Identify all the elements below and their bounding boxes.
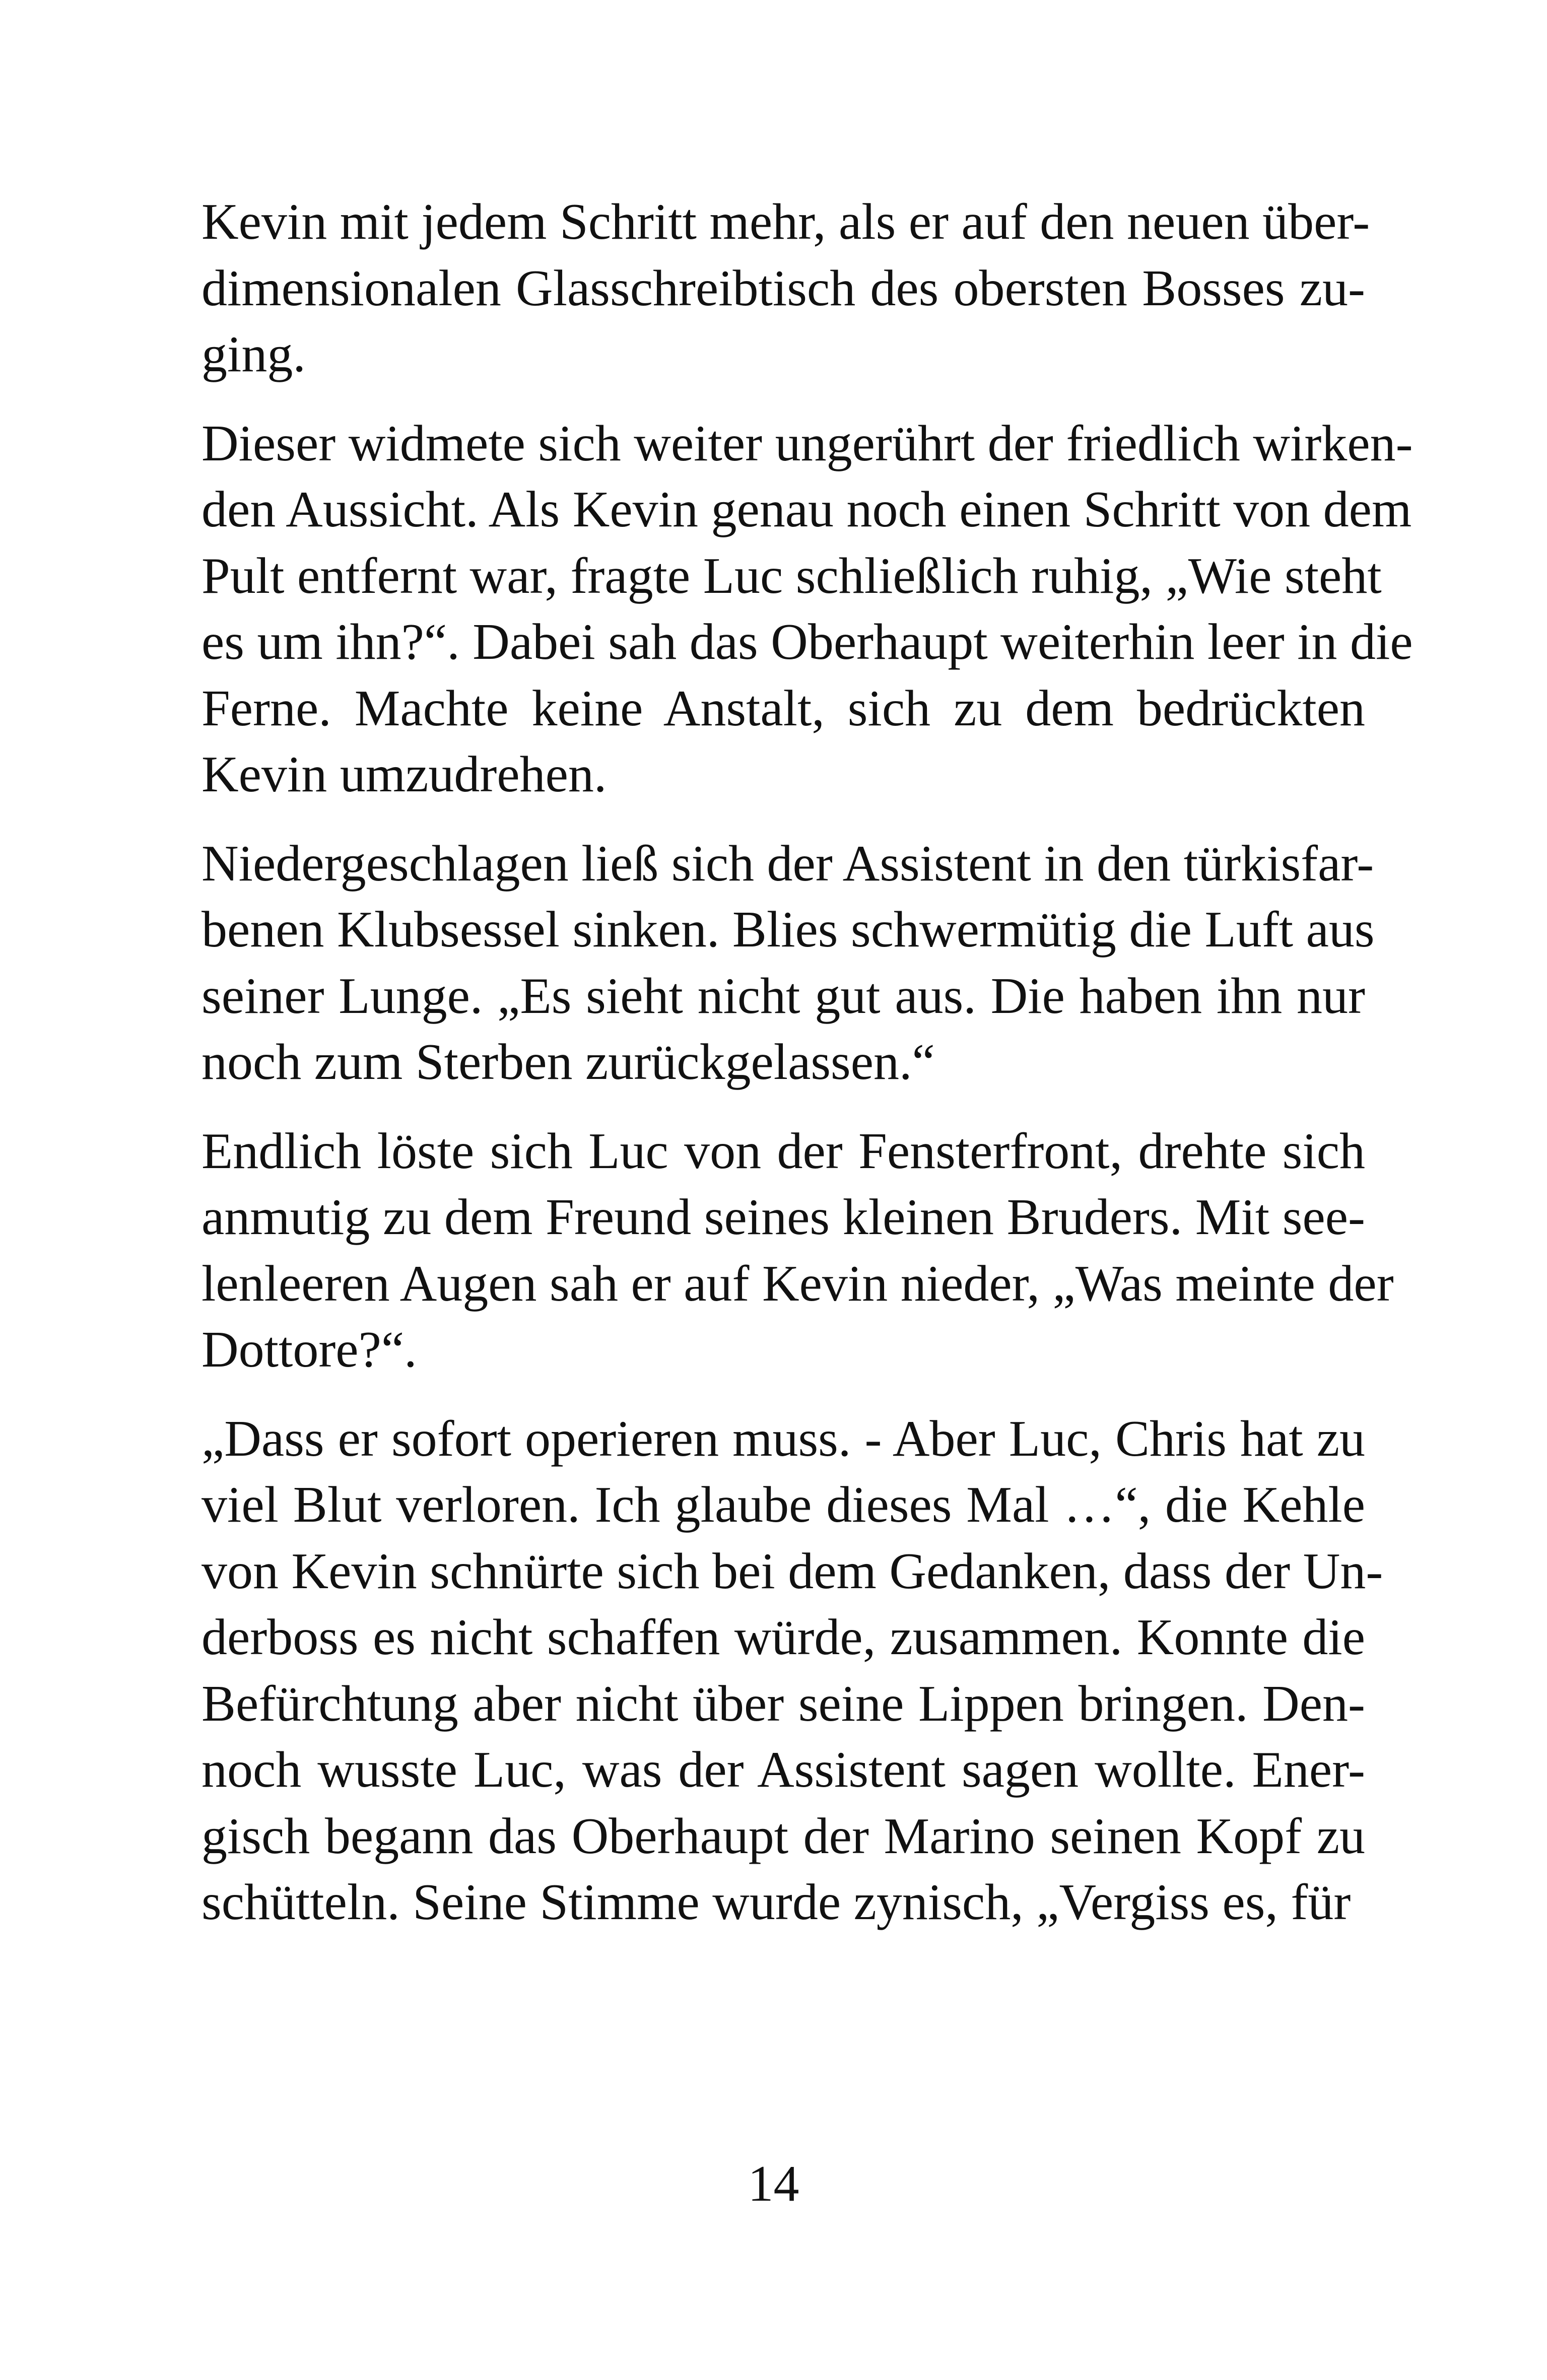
paragraph-5 bbox=[201, 1406, 1383, 1936]
text-line: von Kevin schnürte sich bei dem Gedanken, dass der Un- bbox=[201, 1542, 1383, 1600]
text-line: noch wusste Luc, was der Assistent sagen wollte. Ener- bbox=[201, 1741, 1365, 1798]
text-line: Niedergeschlagen ließ sich der Assistent in den türkisfar- bbox=[201, 835, 1374, 892]
text-line: Befürchtung aber nicht über seine Lippen bringen. Den- bbox=[201, 1675, 1365, 1732]
text-line: Endlich löste sich Luc von der Fensterfront, drehte sich bbox=[201, 1122, 1365, 1180]
text-line: derboss es nicht schaffen würde, zusammen. Konnte die bbox=[201, 1609, 1365, 1666]
text-line: Dottore?“. bbox=[201, 1321, 417, 1378]
text-line: lenleeren Augen sah er auf Kevin nieder, „Was meinte der bbox=[201, 1255, 1394, 1312]
paragraph-4 bbox=[201, 1118, 1394, 1383]
paragraph-1 bbox=[201, 189, 1370, 388]
text-line: dimensionalen Glasschreibtisch des obersten Bosses zu- bbox=[201, 259, 1365, 317]
text-line: Kevin umzudrehen. bbox=[201, 746, 607, 803]
text-line: Pult entfernt war, fragte Luc schließlich ruhig, „Wie steht bbox=[201, 547, 1382, 604]
text-line: Dieser widmete sich weiter ungerührt der friedlich wirken- bbox=[201, 415, 1413, 472]
body-text bbox=[201, 189, 1413, 1958]
paragraph-3 bbox=[201, 831, 1375, 1096]
text-line: anmutig zu dem Freund seines kleinen Bruders. Mit see- bbox=[201, 1189, 1365, 1246]
text-line: viel Blut verloren. Ich glaube dieses Mal …“, die Kehle bbox=[201, 1476, 1365, 1533]
text-line: schütteln. Seine Stimme wurde zynisch, „Vergiss es, für bbox=[201, 1874, 1351, 1931]
text-line: „Dass er sofort operieren muss. - Aber Luc, Chris hat zu bbox=[201, 1410, 1365, 1467]
text-line: benen Klubsessel sinken. Blies schwermütig die Luft aus bbox=[201, 901, 1375, 958]
text-line: ging. bbox=[201, 326, 306, 383]
paragraph-2 bbox=[201, 411, 1413, 808]
text-line: noch zum Sterben zurückgelassen.“ bbox=[201, 1034, 935, 1091]
page-number: 14 bbox=[748, 2155, 799, 2212]
text-line: es um ihn?“. Dabei sah das Oberhaupt weiterhin leer in die bbox=[201, 614, 1413, 670]
text-line: Ferne. Machte keine Anstalt, sich zu dem bedrückten bbox=[201, 679, 1365, 737]
text-line: seiner Lunge. „Es sieht nicht gut aus. Die haben ihn nur bbox=[201, 967, 1365, 1025]
text-line: Kevin mit jedem Schritt mehr, als er auf den neuen über- bbox=[201, 193, 1370, 250]
text-line: den Aussicht. Als Kevin genau noch einen Schritt von dem bbox=[201, 481, 1412, 538]
text-line: gisch begann das Oberhaupt der Marino seinen Kopf zu bbox=[201, 1807, 1365, 1865]
